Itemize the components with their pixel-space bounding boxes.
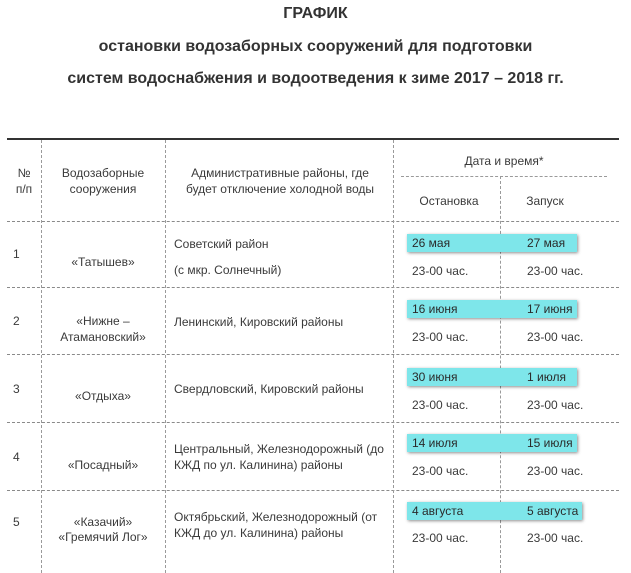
facility-name: «Гремячий Лог» [58, 530, 148, 544]
start-time: 23-00 час. [527, 398, 584, 412]
districts-line: Ленинский, Кировский районы [174, 315, 344, 329]
stop-time: 23-00 час. [412, 330, 469, 344]
districts-line: КЖД до ул. Калинина) районы [174, 526, 344, 540]
header-start: Запуск [526, 194, 564, 208]
header-bottom-rule [7, 221, 619, 222]
title-line-3: систем водоснабжения и водоотведения к зиме 2017 – 2018 гг. [67, 70, 564, 87]
stop-time: 23-00 час. [412, 398, 469, 412]
start-date: 15 июля [527, 436, 573, 450]
title-line-2: остановки водозаборных сооружений для подготовки [98, 38, 533, 55]
facility-name: «Татышев» [71, 255, 135, 269]
start-time: 23-00 час. [527, 330, 584, 344]
districts-line: Свердловский, Кировский районы [174, 382, 364, 396]
start-date: 27 мая [527, 236, 566, 250]
facility-name: «Отдыха» [75, 389, 131, 403]
column-divider [41, 140, 42, 573]
row-number: 3 [13, 382, 20, 396]
stop-date: 16 июня [412, 302, 458, 316]
column-divider [165, 140, 166, 573]
title-line-1: ГРАФИК [283, 5, 348, 22]
row-number: 1 [13, 247, 20, 261]
districts-line: Октябрьский, Железнодорожный (от [174, 510, 378, 524]
facility-name: «Казачий» [73, 515, 133, 529]
row-divider [7, 354, 619, 355]
row-number: 2 [13, 314, 20, 328]
start-time: 23-00 час. [527, 531, 584, 545]
header-datetime: Дата и время* [464, 154, 544, 168]
header-num: № п/п [15, 166, 33, 196]
row-number: 5 [13, 515, 20, 529]
stop-time: 23-00 час. [412, 264, 469, 278]
row-number: 4 [13, 450, 20, 464]
stop-time: 23-00 час. [412, 464, 469, 478]
stop-date: 30 июня [412, 370, 458, 384]
table-top-rule [7, 138, 619, 140]
start-date: 5 августа [527, 504, 579, 518]
start-time: 23-00 час. [527, 264, 584, 278]
districts-line: (с мкр. Солнечный) [174, 263, 282, 277]
header-facility: Водозаборные сооружения [61, 166, 145, 196]
start-time: 23-00 час. [527, 464, 584, 478]
facility-name: «Нижне – [76, 314, 130, 328]
districts-line: Центральный, Железнодорожный (до [174, 442, 384, 456]
facility-name: «Посадный» [67, 458, 139, 472]
row-divider [7, 287, 619, 288]
stop-time: 23-00 час. [412, 531, 469, 545]
header-stop: Остановка [419, 194, 479, 208]
header-districts: Административные районы, где будет отключение холодной воды [185, 166, 375, 196]
row-divider [7, 422, 619, 423]
stop-date: 26 мая [412, 236, 451, 250]
start-date: 17 июня [527, 302, 573, 316]
start-date: 1 июля [527, 370, 566, 384]
districts-line: Советский район [174, 237, 269, 251]
stop-date: 4 августа [412, 504, 464, 518]
facility-name: Атамановский» [60, 330, 146, 344]
column-divider [393, 140, 394, 573]
stop-date: 14 июля [412, 436, 458, 450]
row-divider [7, 490, 619, 491]
districts-line: КЖД по ул. Калинина) районы [174, 458, 343, 472]
datetime-subheader-rule [401, 176, 607, 177]
